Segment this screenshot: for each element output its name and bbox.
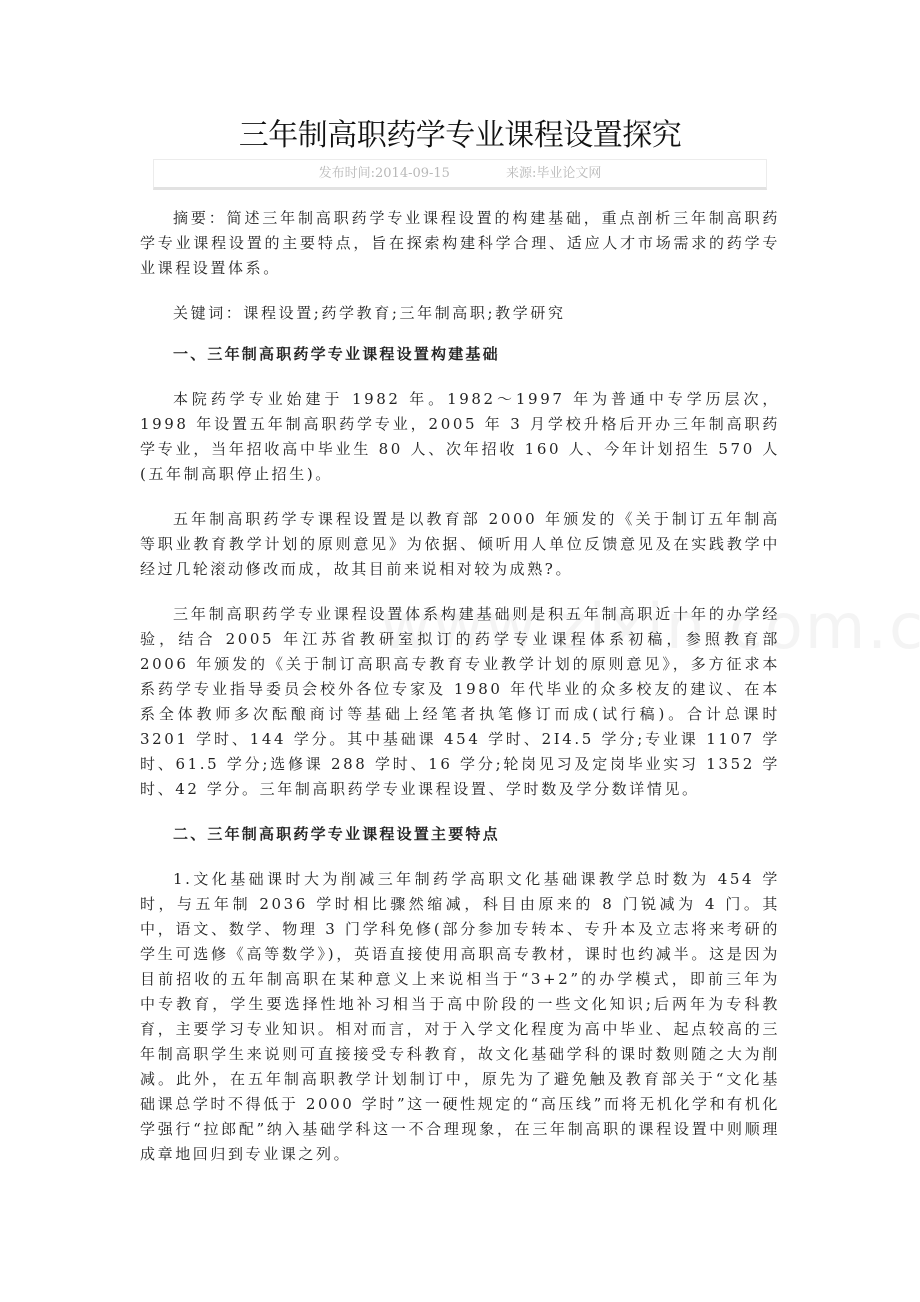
section-heading-2: 二、三年制高职药学专业课程设置主要特点 xyxy=(173,825,500,843)
page-title: 三年制高职药学专业课程设置探究 xyxy=(238,118,682,153)
article-source: 来源:毕业论文网 xyxy=(505,166,602,181)
article-body xyxy=(140,206,780,1167)
abstract: 摘要：简述三年制高职药学专业课程设置的构建基础，重点剖析三年制高职药学专业课程设置的主要特点，旨在探索构建科学合理、适应人才市场需求的药学专业课程设置体系。 xyxy=(140,209,780,277)
paragraph: 1.文化基础课时大为削减三年制药学高职文化基础课教学总时数为 454 学时，与五年制 2036 学时相比骤然缩减，科目由原来的 8 门锐减为 4 门。其中，语文、数学、物理 3 门学科免修(部分参加专转本、专升本及立志将来考研的学生可选修《高等数学》)，英语直接使用高职高专教材，课时也约减半。这是因为目前招收的五年制高职在某种意义上来说相当于“3+2”的办学模式，即前三年为中专教育，学生要选择性地补习相当于高中阶段的一些文化知识;后两年为专科教育，主要学习专业知识。相对而言，对于入学文化程度为高中毕业、起点较高的三年制高职学生来说则可直接接受专科教育，故文化基础学科的课时数则随之大为削减。此外，在五年制高职教学计划制订中，原先为了避免触及教育部关于“文化基础课总学时不得低于 2000 学时”这一硬性规定的“高压线”而将无机化学和有机化学强行“拉郎配”纳入基础学科这一不合理现象，在三年制高职的课程设置中则顺理成章地回归到专业课之列。 xyxy=(140,870,780,1163)
paragraph: 本院药学专业始建于 1982 年。1982～1997 年为普通中专学历层次，1998 年设置五年制高职药学专业，2005 年 3 月学校升格后开办三年制高职药学专业，当年招收高中毕业生 80 人、次年招收 160 人、今年计划招生 570 人(五年制高职停止招生)。 xyxy=(140,390,780,483)
keywords: 关键词：课程设置;药学教育;三年制高职;教学研究 xyxy=(173,304,566,322)
article-meta xyxy=(153,159,767,190)
section-heading-1: 一、三年制高职药学专业课程设置构建基础 xyxy=(173,345,500,363)
publish-date: 发布时间:2014-09-15 xyxy=(318,166,450,181)
paragraph: 五年制高职药学专课程设置是以教育部 2000 年颁发的《关于制订五年制高等职业教育教学计划的原则意见》为依据、倾听用人单位反馈意见及在实践教学中经过几轮滚动修改而成，故其目前来说相对较为成熟?。 xyxy=(140,510,780,578)
paragraph: 三年制高职药学专业课程设置体系构建基础则是积五年制高职近十年的办学经验，结合 2005 年江苏省教研室拟订的药学专业课程体系初稿，参照教育部 2006 年颁发的《关于制订高职高专教育专业教学计划的原则意见》，多方征求本系药学专业指导委员会校外各位专家及 1980 年代毕业的众多校友的建议、在本系全体教师多次酝酿商讨等基础上经笔者执笔修订而成(试行稿)。合计总课时 3201 学时、144 学分。其中基础课 454 学时、2I4.5 学分;专业课 1107 学时、61.5 学分;选修课 288 学时、16 学分;轮岗见习及定岗毕业实习 1352 学时、42 学分。三年制高职药学专业课程设置、学时数及学分数详情见。 xyxy=(140,605,780,798)
